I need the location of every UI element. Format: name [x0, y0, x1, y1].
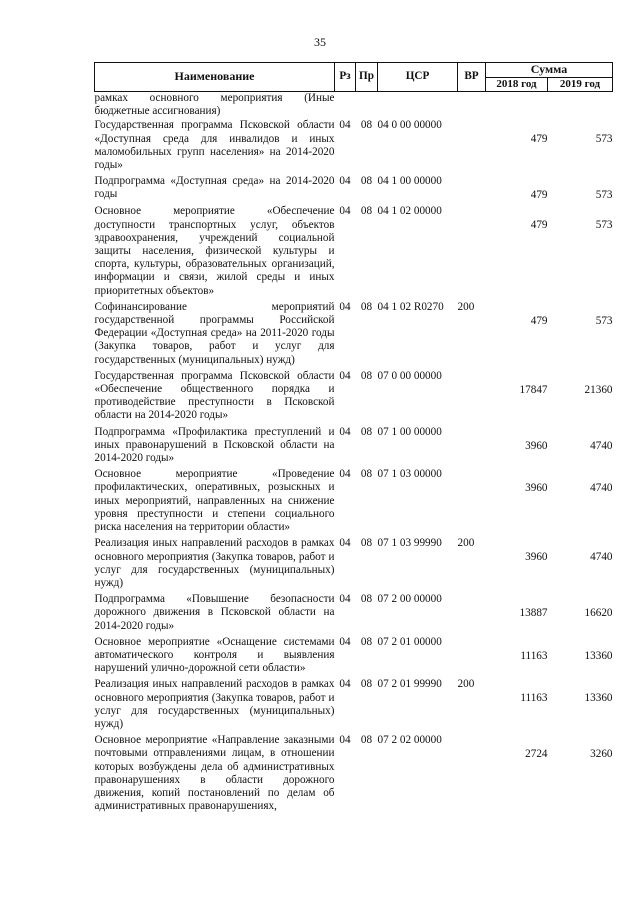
row-rz: 04: [339, 593, 351, 606]
row-pr: 08: [360, 300, 373, 313]
row-sum-2019: 573: [595, 189, 613, 202]
table-row: [95, 592, 613, 635]
row-name: Подпрограмма «Доступная среда» на 2014-2020 годы: [94, 175, 335, 201]
row-sum-2019: 4740: [590, 439, 613, 452]
row-vr: [458, 467, 486, 536]
row-pr: 08: [360, 678, 373, 691]
row-sum-2019: 4740: [590, 482, 613, 495]
row-rz: 04: [339, 205, 351, 218]
row-vr: [458, 425, 486, 468]
row-sum-2019: 3260: [590, 748, 613, 761]
table-row: [95, 174, 613, 204]
row-sum-2019: 13360: [584, 649, 613, 662]
row-rz: 04: [339, 300, 351, 313]
row-sum-2018: 3960: [525, 551, 548, 564]
row-vr: [458, 204, 486, 299]
row-sum-2019: 21360: [584, 383, 613, 396]
row-name: Основное мероприятие «Обеспечение доступности транспортных услуг, объектов здравоохранения, учреждений социальной защиты населения, физической культуры и спорта, культуры, образовательных организаций, информации и связи, жилой среды и иных приоритетных объектов»: [94, 205, 335, 297]
row-sum-2019: 573: [595, 314, 613, 327]
row-pr: 08: [360, 734, 373, 747]
row-sum-2019: 13360: [584, 692, 613, 705]
row-vr: 200: [457, 678, 475, 691]
table-body: [95, 92, 613, 816]
row-pr: 08: [360, 425, 373, 438]
row-pr: 08: [360, 593, 373, 606]
header-sum: Сумма: [486, 63, 613, 78]
row-vr: [458, 592, 486, 635]
row-pr: 08: [360, 175, 373, 188]
table-row: [95, 467, 613, 536]
row-rz: 04: [339, 425, 351, 438]
row-sum-2018: 17847: [519, 383, 548, 396]
header-year-2018: 2018 год: [486, 77, 548, 92]
table-row: [95, 425, 613, 468]
header-year-2019: 2019 год: [548, 77, 613, 92]
table-row: [95, 118, 613, 174]
row-vr: [458, 733, 486, 815]
row-sum-2019: 573: [595, 219, 613, 232]
row-name: Подпрограмма «Профилактика преступлений и иных правонарушений в Псковской области на 2014-2020 годы»: [94, 425, 335, 465]
row-pr: 08: [360, 205, 373, 218]
row-rz: 04: [339, 678, 351, 691]
row-sum-2019: 16620: [584, 607, 613, 620]
table-row: [95, 536, 613, 592]
header-pr: Пр: [356, 63, 378, 92]
row-pr: 08: [360, 635, 373, 648]
row-sum-2018: 479: [530, 189, 548, 202]
page-number: 35: [314, 35, 326, 49]
row-sum-2018: 2724: [525, 748, 548, 761]
row-pr: 08: [360, 537, 373, 550]
row-name: Государственная программа Псковской области «Обеспечение общественного порядка и противодействие преступности в Псковской области на 2014-2020 годы»: [94, 369, 335, 422]
row-name: Реализация иных направлений расходов в рамках основного мероприятия (Закупка товаров, работ и услуг для государственных (муниципальных) нужд): [94, 537, 335, 589]
table-row: [95, 204, 613, 299]
row-rz: 04: [339, 119, 351, 132]
row-sum-2018: 13887: [519, 607, 548, 620]
row-rz: 04: [339, 635, 351, 648]
table-row: [95, 369, 613, 425]
row-pr: 08: [360, 468, 373, 481]
row-sum-2019: 4740: [590, 551, 613, 564]
row-sum-2019: 573: [595, 133, 613, 146]
row-sum-2018: 3960: [525, 482, 548, 495]
row-pr: 08: [360, 369, 373, 382]
header-vr: ВР: [458, 63, 486, 92]
row-vr: 200: [457, 537, 475, 550]
row-sum-2018: 11163: [520, 649, 548, 662]
row-vr: [458, 635, 486, 678]
continuation-row: [95, 92, 613, 119]
row-sum-2018: 479: [530, 133, 548, 146]
budget-table: [94, 62, 613, 815]
table-header: [95, 63, 613, 92]
row-rz: 04: [339, 175, 351, 188]
row-name: Софинансирование мероприятий государственной программы Российской Федерации «Доступная среда» на 2011-2020 годы (Закупка товаров, работ и услуг для государственных (муниципальных) нужд): [94, 300, 335, 366]
row-name: Основное мероприятие «Оснащение системами автоматического контроля и выявления нарушений улично-дорожной сети области»: [94, 635, 335, 675]
row-csr: 04 1 00 00000: [377, 175, 442, 188]
row-rz: 04: [339, 537, 351, 550]
table-row: [95, 635, 613, 678]
table-row: [95, 677, 613, 733]
row-vr: 200: [457, 300, 475, 313]
row-csr: 04 1 02 00000: [377, 205, 442, 218]
row-name: Государственная программа Псковской области «Доступная среда для инвалидов и иных маломобильных групп населения» на 2014-2020 годы»: [94, 119, 335, 172]
row-rz: 04: [339, 468, 351, 481]
row-sum-2018: 479: [530, 219, 548, 232]
row-sum-2018: 479: [530, 314, 548, 327]
header-csr: ЦСР: [378, 63, 458, 92]
row-rz: 04: [339, 369, 351, 382]
table-row: [95, 300, 613, 369]
row-vr: [458, 369, 486, 425]
continuation-text: рамках основного мероприятия (Иные бюджетные ассигнования): [94, 92, 335, 118]
row-csr: 04 1 02 R0270: [377, 300, 444, 313]
table-row: [95, 733, 613, 815]
row-name: Реализация иных направлений расходов в рамках основного мероприятия (Закупка товаров, работ и услуг для государственных (муниципальных) нужд): [94, 678, 335, 730]
row-vr: [458, 118, 486, 174]
row-pr: 08: [360, 119, 373, 132]
row-rz: 04: [339, 734, 351, 747]
row-csr: 07 2 02 00000: [377, 734, 442, 747]
row-csr: 07 2 01 99990: [377, 678, 442, 691]
header-name: Наименование: [95, 63, 335, 92]
row-name: Подпрограмма «Повышение безопасности дорожного движения в Псковской области на 2014-2020 годы»: [94, 593, 335, 632]
row-csr: 07 2 00 00000: [377, 593, 442, 606]
row-csr: 07 0 00 00000: [377, 369, 442, 382]
row-csr: 07 1 03 99990: [377, 537, 442, 550]
row-sum-2018: 11163: [520, 692, 548, 705]
row-name: Основное мероприятие «Проведение профилактических, оперативных, розыскных и иных мероприятий, направленных на снижение уровня преступности и степени социального риска населения на территории области»: [94, 468, 335, 534]
row-csr: 07 2 01 00000: [377, 635, 442, 648]
row-csr: 07 1 00 00000: [377, 425, 442, 438]
row-csr: 07 1 03 00000: [377, 468, 442, 481]
row-vr: [458, 174, 486, 204]
row-csr: 04 0 00 00000: [377, 119, 442, 132]
header-rz: Рз: [335, 63, 356, 92]
row-name: Основное мероприятие «Направление заказными почтовыми отправлениями лицам, в отношении которых возбуждены дела об административных правонарушениях в области дорожного движения, копий постановлений по делам об административных правонарушениях,: [94, 734, 335, 813]
row-sum-2018: 3960: [525, 439, 548, 452]
